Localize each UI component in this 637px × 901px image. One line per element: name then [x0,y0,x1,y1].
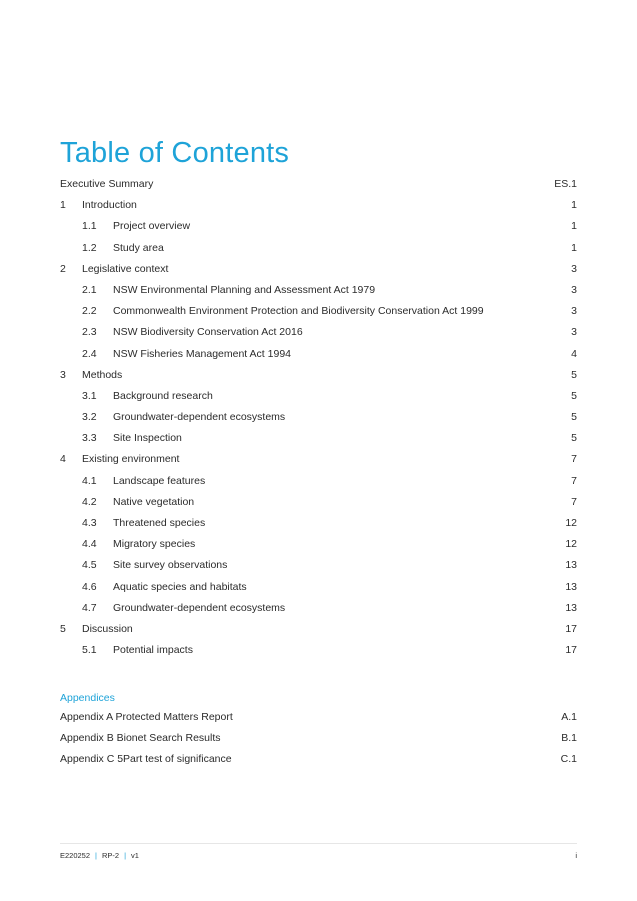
toc-entry-page: 1 [571,241,577,254]
toc-entry-label: Discussion [82,622,133,635]
toc-entry[interactable] [60,365,577,386]
toc-entry-page: 5 [571,411,577,424]
toc-entry-label: Site survey observations [113,559,228,572]
toc-entry[interactable] [60,174,577,195]
toc-entry-number: 4.5 [82,559,97,572]
toc-entry-label: Study area [113,241,164,254]
toc-entry-page: 3 [571,305,577,318]
toc-entry-page: 12 [565,517,577,529]
toc-entry-label: Aquatic species and habitats [113,580,247,593]
toc-entry[interactable] [60,301,577,322]
appendix-entry-page: C.1 [560,753,577,766]
toc-entry[interactable] [60,407,577,428]
toc-entry-number: 2.4 [82,347,97,360]
toc-entry-label: NSW Environmental Planning and Assessment Act 1979 [113,283,376,296]
toc-entry[interactable] [60,640,577,661]
toc-entry-label: Commonwealth Environment Protection and Biodiversity Conservation Act 1999 [113,305,484,318]
toc-entry[interactable] [60,492,577,513]
toc-entry-page: ES.1 [554,178,577,190]
toc-entry-label: Site Inspection [113,432,182,445]
toc-entry-number: 1 [60,199,66,212]
toc-entry[interactable] [60,598,577,619]
appendix-entry[interactable] [60,728,577,749]
toc-entry-label: Groundwater-dependent ecosystems [113,601,286,614]
toc-entry-page: 13 [565,601,577,614]
toc-entry-label: Existing environment [82,453,180,466]
appendices-list [60,707,577,771]
toc-entry[interactable] [60,428,577,449]
toc-entry-label: Introduction [82,199,137,212]
toc-entry-page: 1 [571,220,577,233]
footer-report: RP-2 [101,851,120,860]
toc-entry-label: Methods [82,368,123,381]
table-of-contents [60,174,577,661]
toc-entry[interactable] [60,471,577,492]
toc-entry-label: NSW Fisheries Management Act 1994 [113,347,291,360]
toc-entry-number: 2 [60,262,66,275]
footer-separator: | [124,851,127,860]
toc-entry[interactable] [60,322,577,343]
toc-entry-label: Legislative context [82,262,169,275]
toc-entry-page: 17 [565,622,577,635]
toc-entry-label: Migratory species [113,538,196,551]
toc-entry-label: Project overview [113,220,191,233]
toc-entry-page: 4 [571,347,577,360]
toc-entry-number: 2.3 [82,326,97,339]
toc-entry-label: Executive Summary [60,178,154,190]
toc-entry-page: 3 [571,283,577,296]
toc-entry-number: 2.2 [82,305,97,318]
appendices-heading: Appendices [60,692,115,704]
toc-entry-number: 1.1 [82,220,97,233]
toc-entry-number: 4.3 [82,517,97,529]
toc-entry-page: 12 [565,538,577,551]
toc-entry[interactable] [60,238,577,259]
toc-entry-number: 4.2 [82,495,97,508]
page-title: Table of Contents [60,137,290,170]
footer-page-number: i [575,851,577,860]
toc-entry-page: 7 [571,453,577,466]
toc-entry-number: 3.1 [82,389,97,402]
toc-entry-number: 4.1 [82,474,97,487]
toc-entry[interactable] [60,216,577,237]
toc-entry-page: 17 [565,644,577,657]
toc-entry-page: 1 [571,199,577,212]
toc-entry-page: 3 [571,326,577,339]
toc-entry-label: Landscape features [113,474,206,487]
toc-entry[interactable] [60,619,577,640]
toc-entry-page: 3 [571,262,577,275]
toc-entry-page: 13 [565,559,577,572]
appendix-entry-label: Appendix B Bionet Search Results [60,732,221,745]
toc-entry-page: 7 [571,474,577,487]
toc-entry[interactable] [60,344,577,365]
toc-entry-label: Groundwater-dependent ecosystems [113,411,286,424]
toc-entry[interactable] [60,449,577,470]
toc-entry-number: 5.1 [82,644,97,657]
toc-entry[interactable] [60,534,577,555]
toc-entry[interactable] [60,386,577,407]
toc-entry-number: 4.6 [82,580,97,593]
toc-entry-label: Potential impacts [113,644,193,657]
toc-entry-number: 3.3 [82,432,97,445]
appendix-entry-label: Appendix C 5Part test of significance [60,753,232,766]
toc-entry-number: 3.2 [82,411,97,424]
footer-divider [60,843,577,844]
toc-entry[interactable] [60,513,577,534]
toc-entry-label: Threatened species [113,517,206,529]
toc-entry-label: NSW Biodiversity Conservation Act 2016 [113,326,303,339]
toc-entry[interactable] [60,555,577,576]
toc-entry-number: 2.1 [82,283,97,296]
toc-entry-number: 3 [60,368,66,381]
toc-entry-page: 5 [571,368,577,381]
footer-version: v1 [131,851,139,860]
toc-entry-label: Background research [113,389,213,402]
toc-entry-number: 5 [60,622,66,635]
toc-entry-page: 13 [565,580,577,593]
toc-entry[interactable] [60,577,577,598]
appendix-entry-page: B.1 [561,732,577,745]
toc-entry[interactable] [60,280,577,301]
toc-entry[interactable] [60,259,577,280]
toc-entry-page: 5 [571,389,577,402]
page-footer [60,851,577,860]
footer-doc-id: E220252 [60,851,91,860]
toc-entry-page: 5 [571,432,577,445]
toc-entry-number: 4.7 [82,601,97,614]
appendix-entry[interactable] [60,749,577,770]
appendix-entry-label: Appendix A Protected Matters Report [60,711,233,723]
toc-entry-label: Native vegetation [113,495,195,508]
toc-entry-number: 4.4 [82,538,97,551]
appendix-entry-page: A.1 [561,711,577,723]
footer-separator: | [95,851,97,860]
appendix-entry[interactable] [60,707,577,728]
toc-entry-number: 1.2 [82,241,97,254]
toc-entry-number: 4 [60,453,66,466]
toc-entry-page: 7 [571,495,577,508]
toc-entry[interactable] [60,195,577,216]
